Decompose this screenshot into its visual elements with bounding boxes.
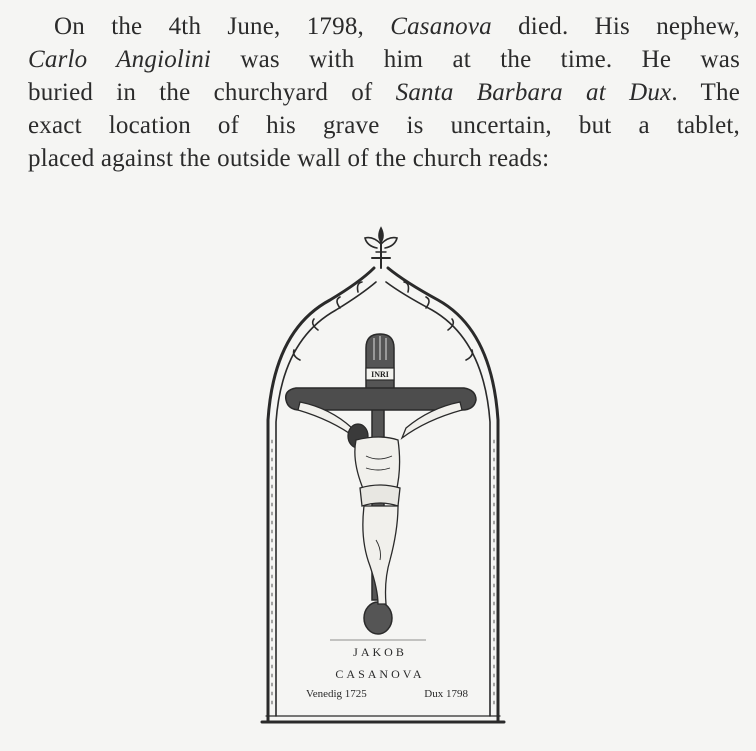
text-span: died. His nephew, (491, 13, 740, 40)
text-span: was with him at the time. He was (211, 46, 740, 73)
text-span: buried in the churchyard of (28, 79, 396, 106)
inscription-dates (306, 688, 468, 700)
place-name: Santa Barbara at Dux (395, 79, 672, 106)
casanova-name: Casanova (390, 13, 492, 40)
text-line-5: placed against the outside wall of the church reads: (28, 145, 550, 172)
nephew-name: Carlo Angiolini (28, 46, 212, 73)
inri-label: INRI (371, 370, 389, 379)
inscription-first-name: JAKOB (353, 645, 407, 659)
text-line-4: exact location of his grave is uncertain, but a tablet, (28, 112, 740, 139)
text-span: On the 4th June, 1798, (54, 13, 391, 40)
inscription-last-name: CASANOVA (335, 667, 425, 681)
text-span: . The (671, 79, 740, 106)
inscription-birth: Venedig 1725 (306, 688, 367, 700)
inscription-death: Dux 1798 (424, 688, 468, 700)
